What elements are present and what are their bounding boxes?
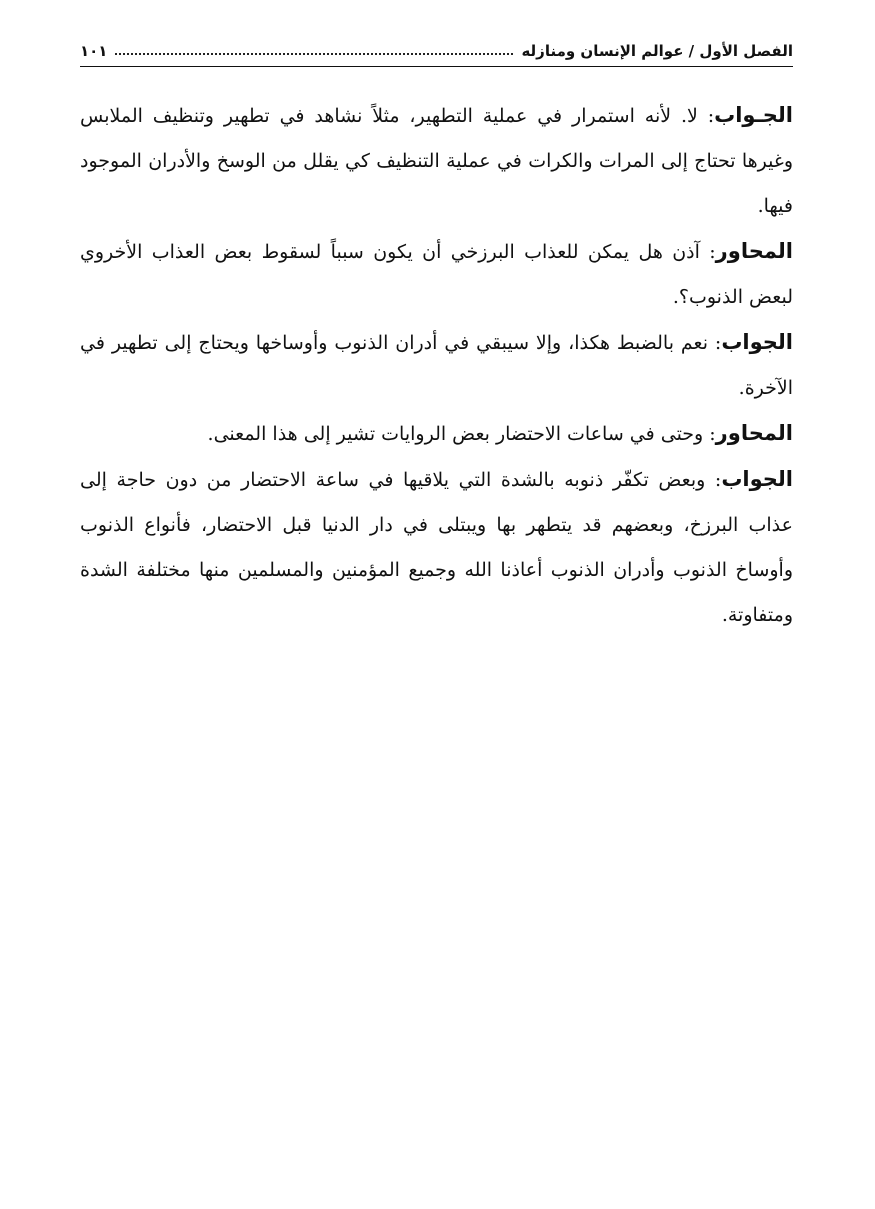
running-header: [80, 30, 793, 62]
dialogue-paragraph: [80, 411, 793, 457]
page-number: ١٠١: [80, 42, 108, 60]
body-text: [80, 93, 793, 638]
speaker-label: الجواب: [721, 330, 793, 354]
dialogue-paragraph: [80, 457, 793, 638]
paragraph-text: : وحتى في ساعات الاحتضار بعض الروايات تشير إلى هذا المعنى.: [207, 423, 716, 445]
paragraph-text: : آذن هل يمكن للعذاب البرزخي أن يكون سبباً لسقوط بعض العذاب الأخروي لبعض الذنوب؟.: [80, 241, 793, 308]
speaker-label: الجـواب: [714, 103, 793, 127]
header-rule: [80, 66, 793, 67]
dialogue-paragraph: [80, 93, 793, 229]
speaker-label: المحاور: [715, 239, 793, 263]
speaker-label: الجواب: [721, 467, 793, 491]
speaker-label: المحاور: [715, 421, 793, 445]
chapter-title: الفصل الأول / عوالم الإنسان ومنازله: [521, 42, 793, 60]
paragraph-text: : نعم بالضبط هكذا، وإلا سيبقي في أدران الذنوب وأوساخها ويحتاج إلى تطهير في الآخرة.: [80, 332, 793, 399]
header-leader-dots: [115, 53, 513, 55]
dialogue-paragraph: [80, 229, 793, 320]
paragraph-text: : وبعض تكفّر ذنوبه بالشدة التي يلاقيها في ساعة الاحتضار من دون حاجة إلى عذاب البرزخ، وبعضهم قد يتطهر بها ويبتلى في دار الدنيا قبل الاحتضار، فأنواع الذنوب وأوساخ الذنوب وأدران الذنوب أعاذنا الله وجميع المؤمنين والمسلمين منها مختلفة الشدة ومتفاوتة.: [80, 469, 793, 626]
dialogue-paragraph: [80, 320, 793, 411]
paragraph-text: : لا. لأنه استمرار في عملية التطهير، مثلاً نشاهد في تطهير وتنظيف الملابس وغيرها تحتاج إلى المرات والكرات في عملية التنظيف كي يقلل من الوسخ والأدران الموجود فيها.: [80, 105, 793, 217]
